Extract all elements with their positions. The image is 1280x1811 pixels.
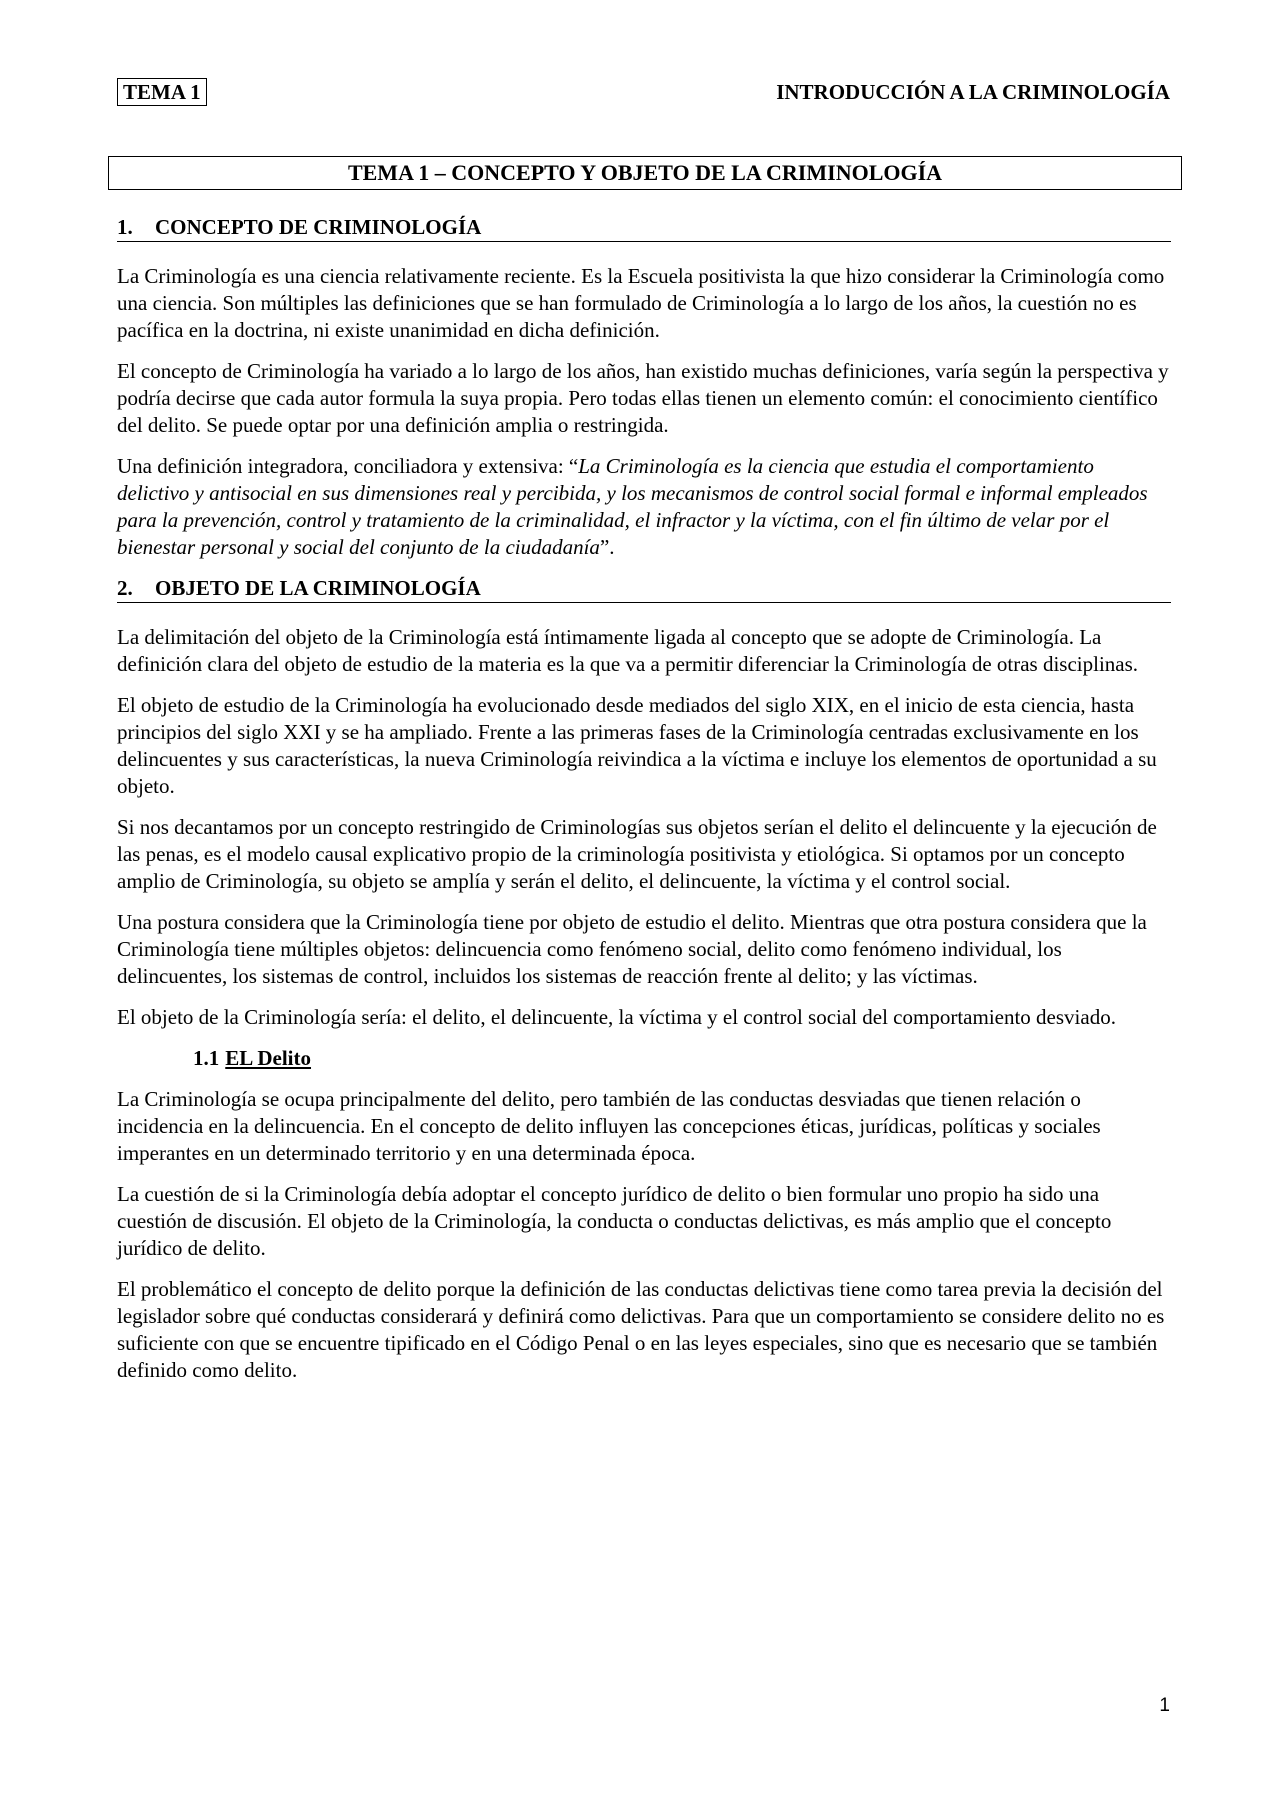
section-number: 2. xyxy=(117,576,133,600)
paragraph: Si nos decantamos por un concepto restringido de Criminologías sus objetos serían el delito el delincuente y la ejecución de las penas, es el modelo causal explicativo propio de la criminología positivista y etiológica. Si optamos por un concepto amplio de Criminología, su objeto se amplía y serán el delito, el delincuente, la víctima y el control social. xyxy=(117,815,1157,893)
header-tag: TEMA 1 xyxy=(117,78,207,106)
header-title: INTRODUCCIÓN A LA CRIMINOLOGÍA xyxy=(776,80,1170,104)
paragraph: La Criminología es una ciencia relativamente reciente. Es la Escuela positivista la que hizo considerar la Criminología como una ciencia. Son múltiples las definiciones que se han formulado de Criminología a lo largo de los años, la cuestión no es pacífica en la doctrina, ni existe unanimidad en dicha definición. xyxy=(117,264,1165,342)
paragraph: El objeto de estudio de la Criminología ha evolucionado desde mediados del siglo XIX, en el inicio de esta ciencia, hasta principios del siglo XXI y se ha ampliado. Frente a las primeras fases de la Criminología centradas exclusivamente en los delincuentes y sus características, la nueva Criminología reivindica a la víctima e incluye los elementos de oportunidad a su objeto. xyxy=(117,693,1157,798)
definition-tail: ”. xyxy=(599,535,615,559)
section-heading-objeto xyxy=(117,575,1171,603)
paragraph: El problemático el concepto de delito porque la definición de las conductas delictivas tiene como tarea previa la decisión del legislador sobre qué conductas considerará y definirá como delictivas. Para que un comportamiento se considere delito no es suficiente con que se encuentre tipificado en el Código Penal o en las leyes especiales, sino que es necesario que se también definido como delito. xyxy=(117,1277,1165,1382)
section-heading-concepto xyxy=(117,214,1171,242)
document-body xyxy=(117,214,1171,1398)
subsection-title: EL Delito xyxy=(225,1046,312,1070)
paragraph: La cuestión de si la Criminología debía adoptar el concepto jurídico de delito o bien formular uno propio ha sido una cuestión de discusión. El objeto de la Criminología, la conducta o conductas delictivas, es más amplio que el concepto jurídico de delito. xyxy=(117,1182,1112,1260)
definition-quote: La Criminología es la ciencia que estudia el comportamiento delictivo y antisocial en sus dimensiones real y percibida, y los mecanismos de control social formal e informal empleados para la prevención, control y tratamiento de la criminalidad, el infractor y la víctima, con el fin último de velar por el bienestar personal y social del conjunto de la ciudadanía xyxy=(117,454,1148,559)
section-number: 1. xyxy=(117,215,133,239)
main-title: TEMA 1 – CONCEPTO Y OBJETO DE LA CRIMINOLOGÍA xyxy=(108,156,1182,190)
paragraph: La Criminología se ocupa principalmente del delito, pero también de las conductas desviadas que tienen relación o incidencia en la delincuencia. En el concepto de delito influyen las concepciones éticas, jurídicas, políticas y sociales imperantes en un determinado territorio y en una determinada época. xyxy=(117,1087,1101,1165)
page-header xyxy=(117,78,1170,108)
paragraph: La delimitación del objeto de la Criminología está íntimamente ligada al concepto que se adopte de Criminología. La definición clara del objeto de estudio de la materia es la que va a permitir diferenciar la Criminología de otras disciplinas. xyxy=(117,625,1139,676)
definition-lead: Una definición integradora, conciliadora y extensiva: “ xyxy=(117,454,579,478)
section-title: OBJETO DE LA CRIMINOLOGÍA xyxy=(155,576,481,600)
subsection-number: 1.1 xyxy=(193,1046,220,1070)
page-number: 1 xyxy=(1159,1695,1170,1716)
subsection-heading-delito xyxy=(193,1045,1171,1072)
definition-paragraph xyxy=(117,453,1171,561)
section-title: CONCEPTO DE CRIMINOLOGÍA xyxy=(155,215,482,239)
paragraph: Una postura considera que la Criminología tiene por objeto de estudio el delito. Mientras que otra postura considera que la Criminología tiene múltiples objetos: delincuencia como fenómeno social, delito como fenómeno individual, los delincuentes, los sistemas de control, incluidos los sistemas de reacción frente al delito; y las víctimas. xyxy=(117,910,1147,988)
paragraph: El concepto de Criminología ha variado a lo largo de los años, han existido muchas definiciones, varía según la perspectiva y podría decirse que cada autor formula la suya propia. Pero todas ellas tienen un elemento común: el conocimiento científico del delito. Se puede optar por una definición amplia o restringida. xyxy=(117,359,1169,437)
paragraph: El objeto de la Criminología sería: el delito, el delincuente, la víctima y el control social del comportamiento desviado. xyxy=(117,1005,1116,1029)
